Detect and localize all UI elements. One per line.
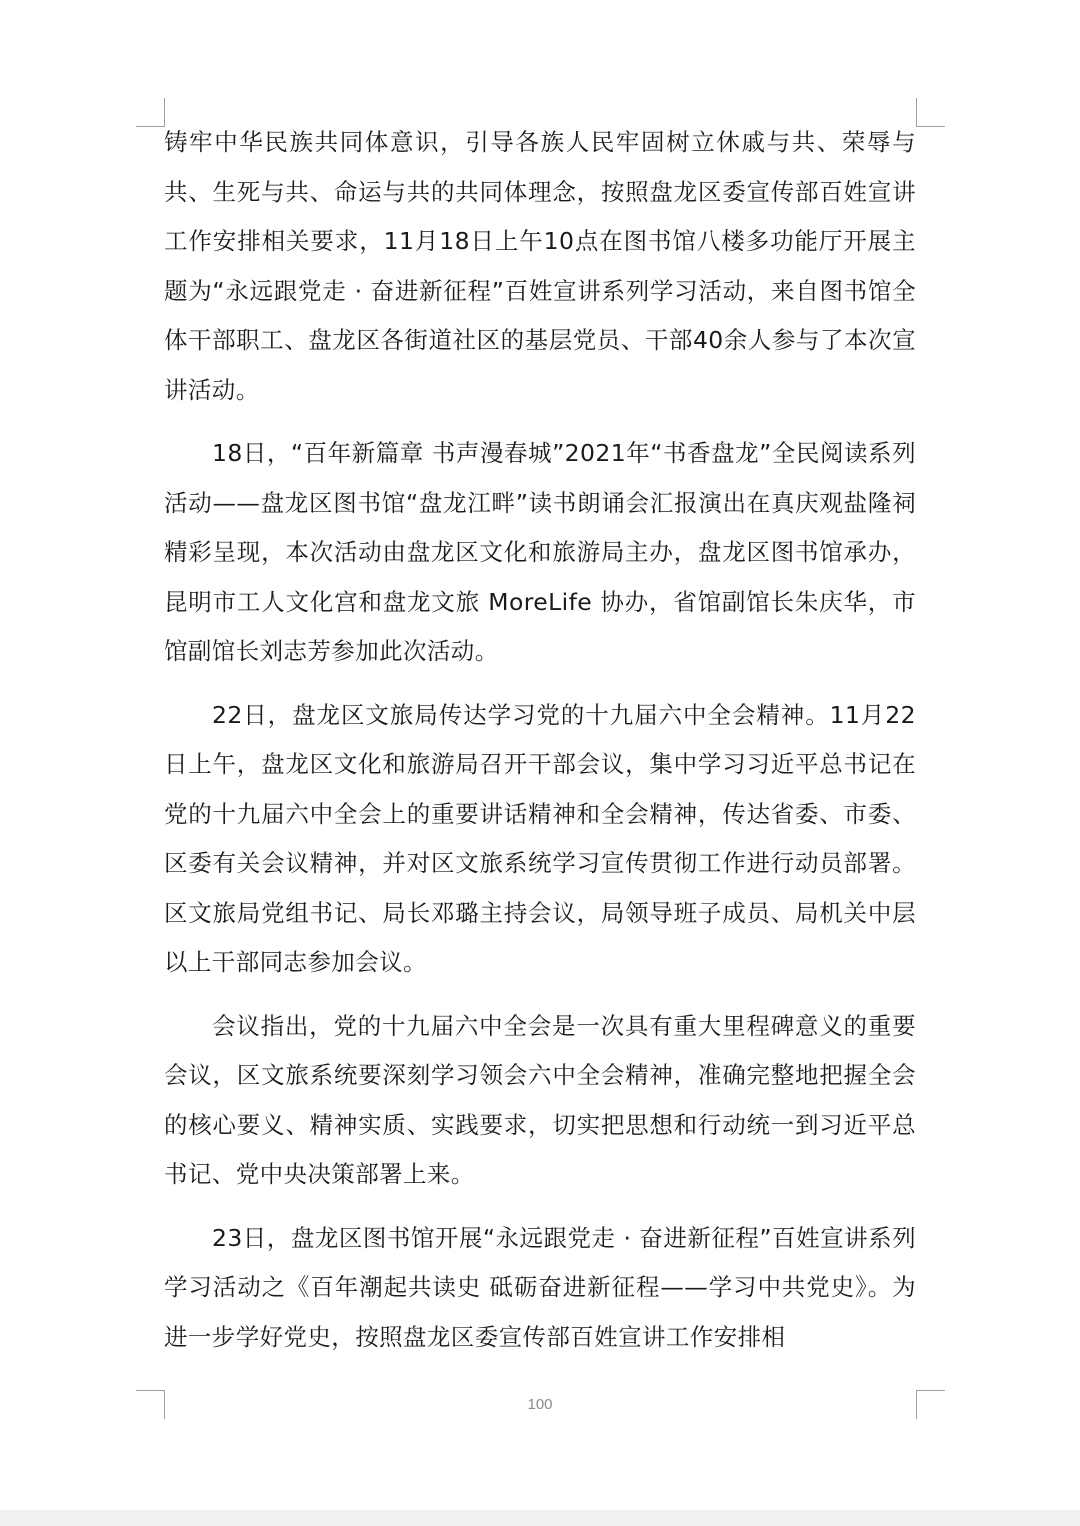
paragraph-meeting-points: 会议指出，党的十九届六中全会是一次具有重大里程碑意义的重要会议，区文旅系统要深刻学习领会六中全会精神，准确完整地把握全会的核心要义、精神实质、实践要求，切实把思想和行动统一到习近平总书记、党中央决策部署上来。 [164,1011,916,1188]
document-body [164,118,916,1362]
page-bottom-band [0,1510,1080,1526]
crop-mark-bottom-right [916,1390,945,1419]
paragraph-library-lecture: 23日，盘龙区图书馆开展“永远跟党走 · 奋进新征程”百姓宣讲系列学习活动之《百年潮起共读史 砥砺奋进新征程——学习中共党史》。为进一步学好党史，按照盘龙区委宣传部百姓宣讲工作安排相 [164,1223,916,1351]
paragraph-continuation: 铸牢中华民族共同体意识，引导各族人民牢固树立休戚与共、荣辱与共、生死与共、命运与共的共同体理念，按照盘龙区委宣传部百姓宣讲工作安排相关要求，11月18日上午10点在图书馆八楼多功能厅开展主题为“永远跟党走 · 奋进新征程”百姓宣讲系列学习活动，来自图书馆全体干部职工、盘龙区各街道社区的基层党员、干部40余人参与了本次宣讲活动。 [164,128,916,404]
paragraph-bureau-meeting: 22日，盘龙区文旅局传达学习党的十九届六中全会精神。11月22日上午，盘龙区文化和旅游局召开干部会议，集中学习习近平总书记在党的十九届六中全会上的重要讲话精神和全会精神，传达省委、市委、区委有关会议精神，并对区文旅系统学习宣传贯彻工作进行动员部署。区文旅局党组书记、局长邓璐主持会议，局领导班子成员、局机关中层以上干部同志参加会议。 [164,700,916,976]
page-number: 100 [527,1396,553,1413]
crop-mark-top-right [916,98,945,127]
paragraph-reading-event: 18日，“百年新篇章 书声漫春城”2021年“书香盘龙”全民阅读系列活动——盘龙区图书馆“盘龙江畔”读书朗诵会汇报演出在真庆观盐隆祠精彩呈现，本次活动由盘龙区文化和旅游局主办，盘龙区图书馆承办，昆明市工人文化宫和盘龙文旅 MoreLife 协办，省馆副馆长朱庆华，市馆副馆长刘志芳参加此次活动。 [164,439,916,665]
crop-mark-top-left [136,98,165,127]
crop-mark-bottom-left [136,1390,165,1419]
